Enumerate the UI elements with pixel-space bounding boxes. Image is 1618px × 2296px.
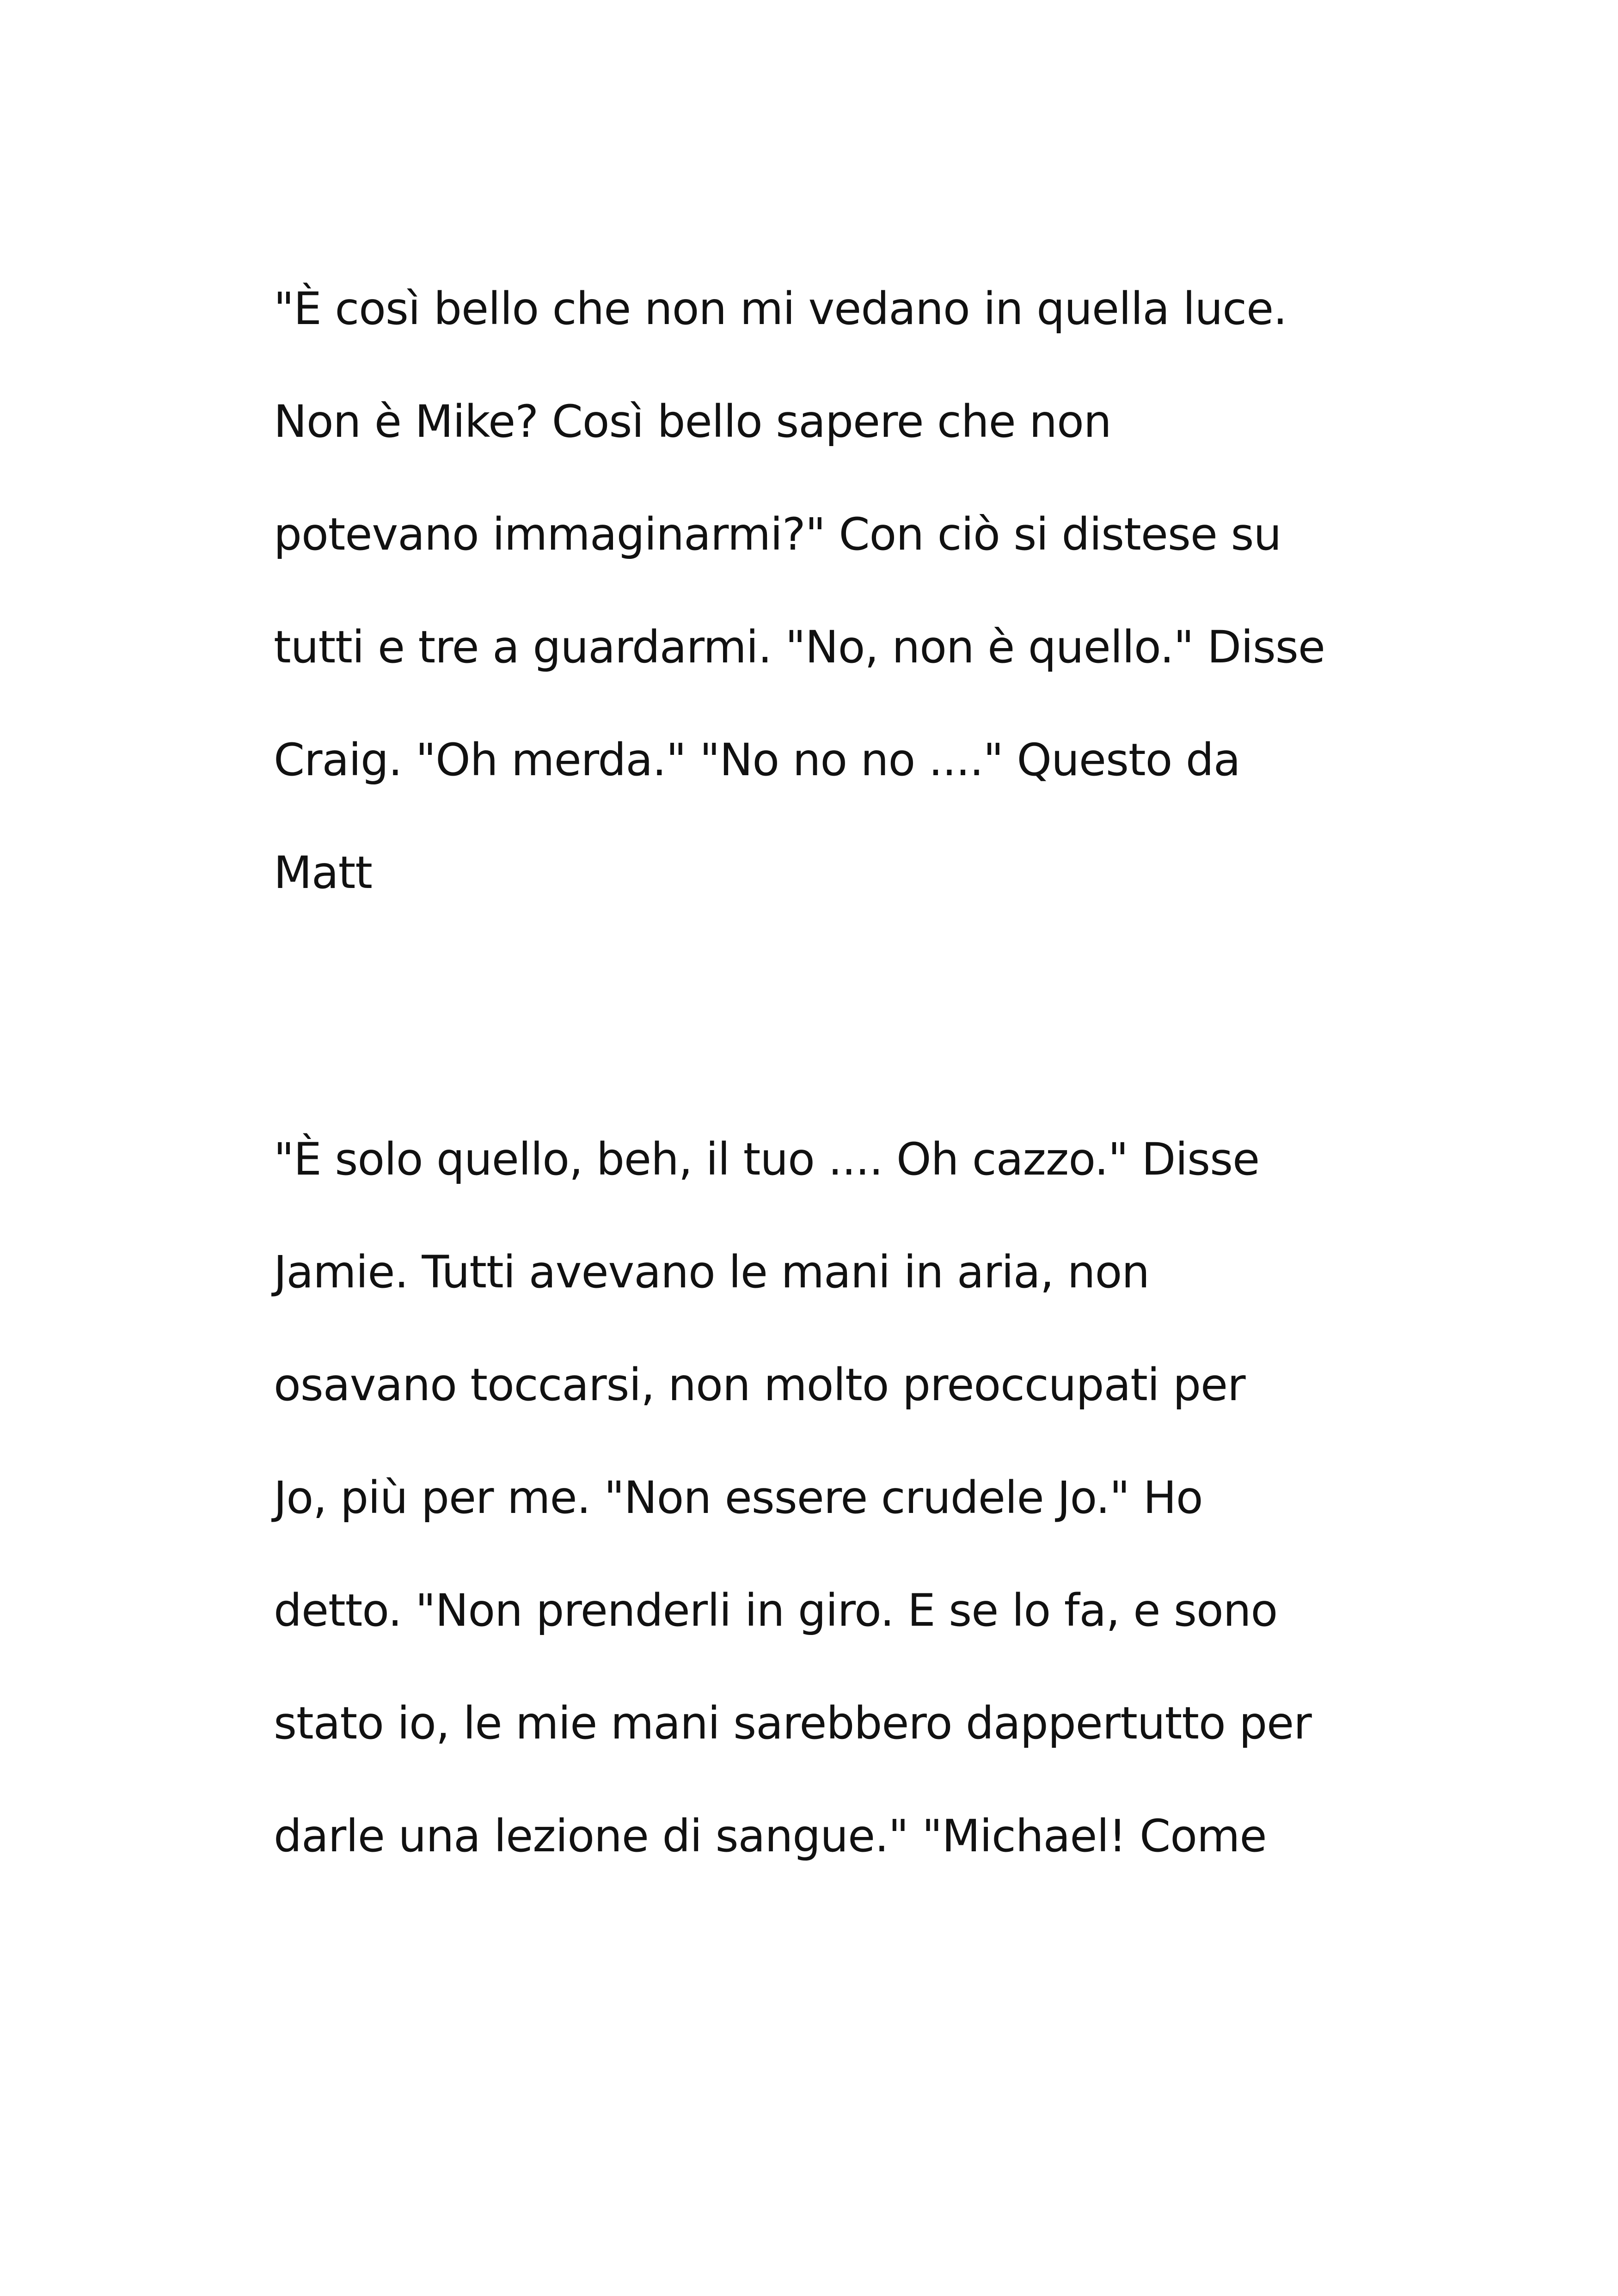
text-line: Non è Mike? Così bello sapere che non <box>274 396 1111 447</box>
text-line: Jamie. Tutti avevano le mani in aria, non <box>274 1246 1150 1298</box>
text-line: Jo, più per me. "Non essere crudele Jo." Ho <box>274 1472 1203 1524</box>
text-line: potevano immaginarmi?" Con ciò si distese su <box>274 508 1281 560</box>
text-line: detto. "Non prenderli in giro. E se lo fa, e sono <box>274 1585 1278 1636</box>
text-line: Craig. "Oh merda." "No no no ...." Questo da <box>274 734 1240 786</box>
text-line: darle una lezione di sangue." "Michael! Come <box>274 1810 1267 1862</box>
text-line: "È solo quello, beh, il tuo .... Oh cazzo." Disse <box>274 1133 1260 1185</box>
text-line: osavano toccarsi, non molto preoccupati per <box>274 1359 1245 1411</box>
text-line: stato io, le mie mani sarebbero dappertutto per <box>274 1697 1312 1749</box>
text-line: "È così bello che non mi vedano in quella luce. <box>274 283 1287 335</box>
text-line: Matt <box>274 847 372 899</box>
text-line: tutti e tre a guardarmi. "No, non è quello." Disse <box>274 621 1325 673</box>
